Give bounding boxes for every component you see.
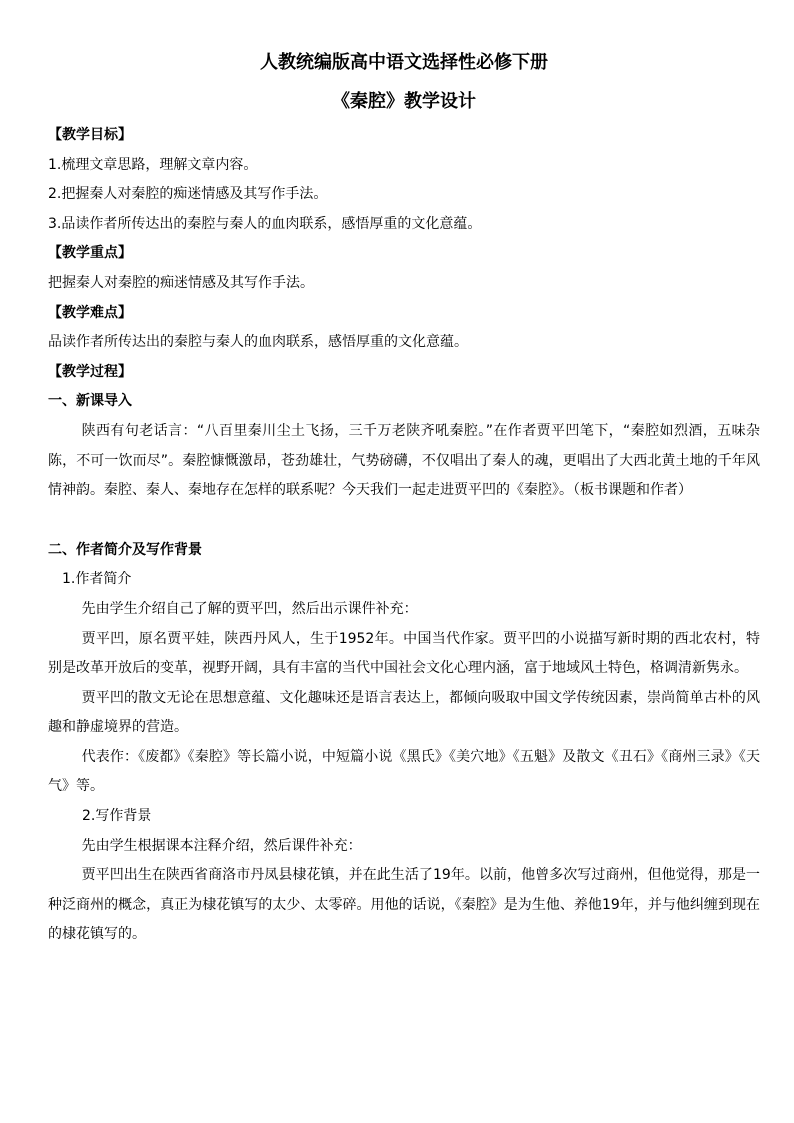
document-title: 人教统编版高中语文选择性必修下册 — [260, 52, 548, 73]
goal-item: 3.品读作者所传达出的秦腔与秦人的血肉联系，感悟厚重的文化意蕴。 — [48, 215, 482, 232]
section-intro-heading: 一、新课导入 — [48, 393, 132, 410]
author-intro-subheading: 1.作者简介 — [62, 571, 132, 588]
key-points-heading: 【教学重点】 — [48, 245, 132, 262]
background-instruction: 先由学生根据课本注释介绍，然后课件补充： — [81, 837, 362, 854]
goal-item: 1.梳理文章思路，理解文章内容。 — [48, 156, 258, 173]
process-heading: 【教学过程】 — [48, 363, 132, 380]
section-intro-paragraph: 陕西有句老话言：“八百里秦川尘土飞扬，三千万老陕齐吼秦腔。”在作者贾平凹笔下，“秦腔如烈酒，五味杂陈，不可一饮而尽”。秦腔慷慨激昂，苍劲雄壮，气势磅礴，不仅唱出了秦人的魂，更唱出了大西北黄土地的千年风情神韵。秦腔、秦人、秦地存在怎样的联系呢？今天我们一起走进贾平凹的《秦腔》。（板书课题和作者） — [48, 422, 760, 499]
key-points-text: 把握秦人对秦腔的痴迷情感及其写作手法。 — [48, 274, 314, 291]
background-paragraph: 贾平凹出生在陕西省商洛市丹凤县棣花镇，并在此生活了19年。以前，他曾多次写过商州，但他觉得，那是一种泛商州的概念，真正为棣花镇写的太少、太零碎。用他的话说，《秦腔》是为生他、养他19年，并与他纠缠到现在的棣花镇写的。 — [48, 867, 760, 943]
goal-item: 2.把握秦人对秦腔的痴迷情感及其写作手法。 — [48, 186, 328, 203]
document-subtitle: 《秦腔》教学设计 — [332, 91, 476, 112]
author-prose-paragraph: 贾平凹的散文无论在思想意蕴、文化趣味还是语言表达上，都倾向吸取中国文学传统因素，崇尚简单古朴的风趣和静虚境界的营造。 — [48, 689, 760, 736]
difficulties-text: 品读作者所传达出的秦腔与秦人的血肉联系，感悟厚重的文化意蕴。 — [48, 334, 468, 351]
document-page — [48, 52, 760, 950]
section-author-heading: 二、作者简介及写作背景 — [48, 541, 202, 558]
goals-heading: 【教学目标】 — [48, 127, 132, 143]
author-intro-instruction: 先由学生介绍自己了解的贾平凹，然后出示课件补充： — [81, 600, 418, 617]
author-works-paragraph: 代表作：《废都》《秦腔》等长篇小说，中短篇小说《黑氏》《美穴地》《五魁》及散文《丑石》《商州三录》《天气》等。 — [48, 748, 760, 795]
author-bio-paragraph: 贾平凹，原名贾平娃，陕西丹风人，生于1952年。中国当代作家。贾平凹的小说描写新时期的西北农村，特别是改革开放后的变革，视野开阔，具有丰富的当代中国社会文化心理内涵，富于地域风土特色，格调清新隽永。 — [48, 630, 760, 677]
difficulties-heading: 【教学难点】 — [48, 304, 132, 321]
background-subheading: 2.写作背景 — [82, 808, 152, 825]
